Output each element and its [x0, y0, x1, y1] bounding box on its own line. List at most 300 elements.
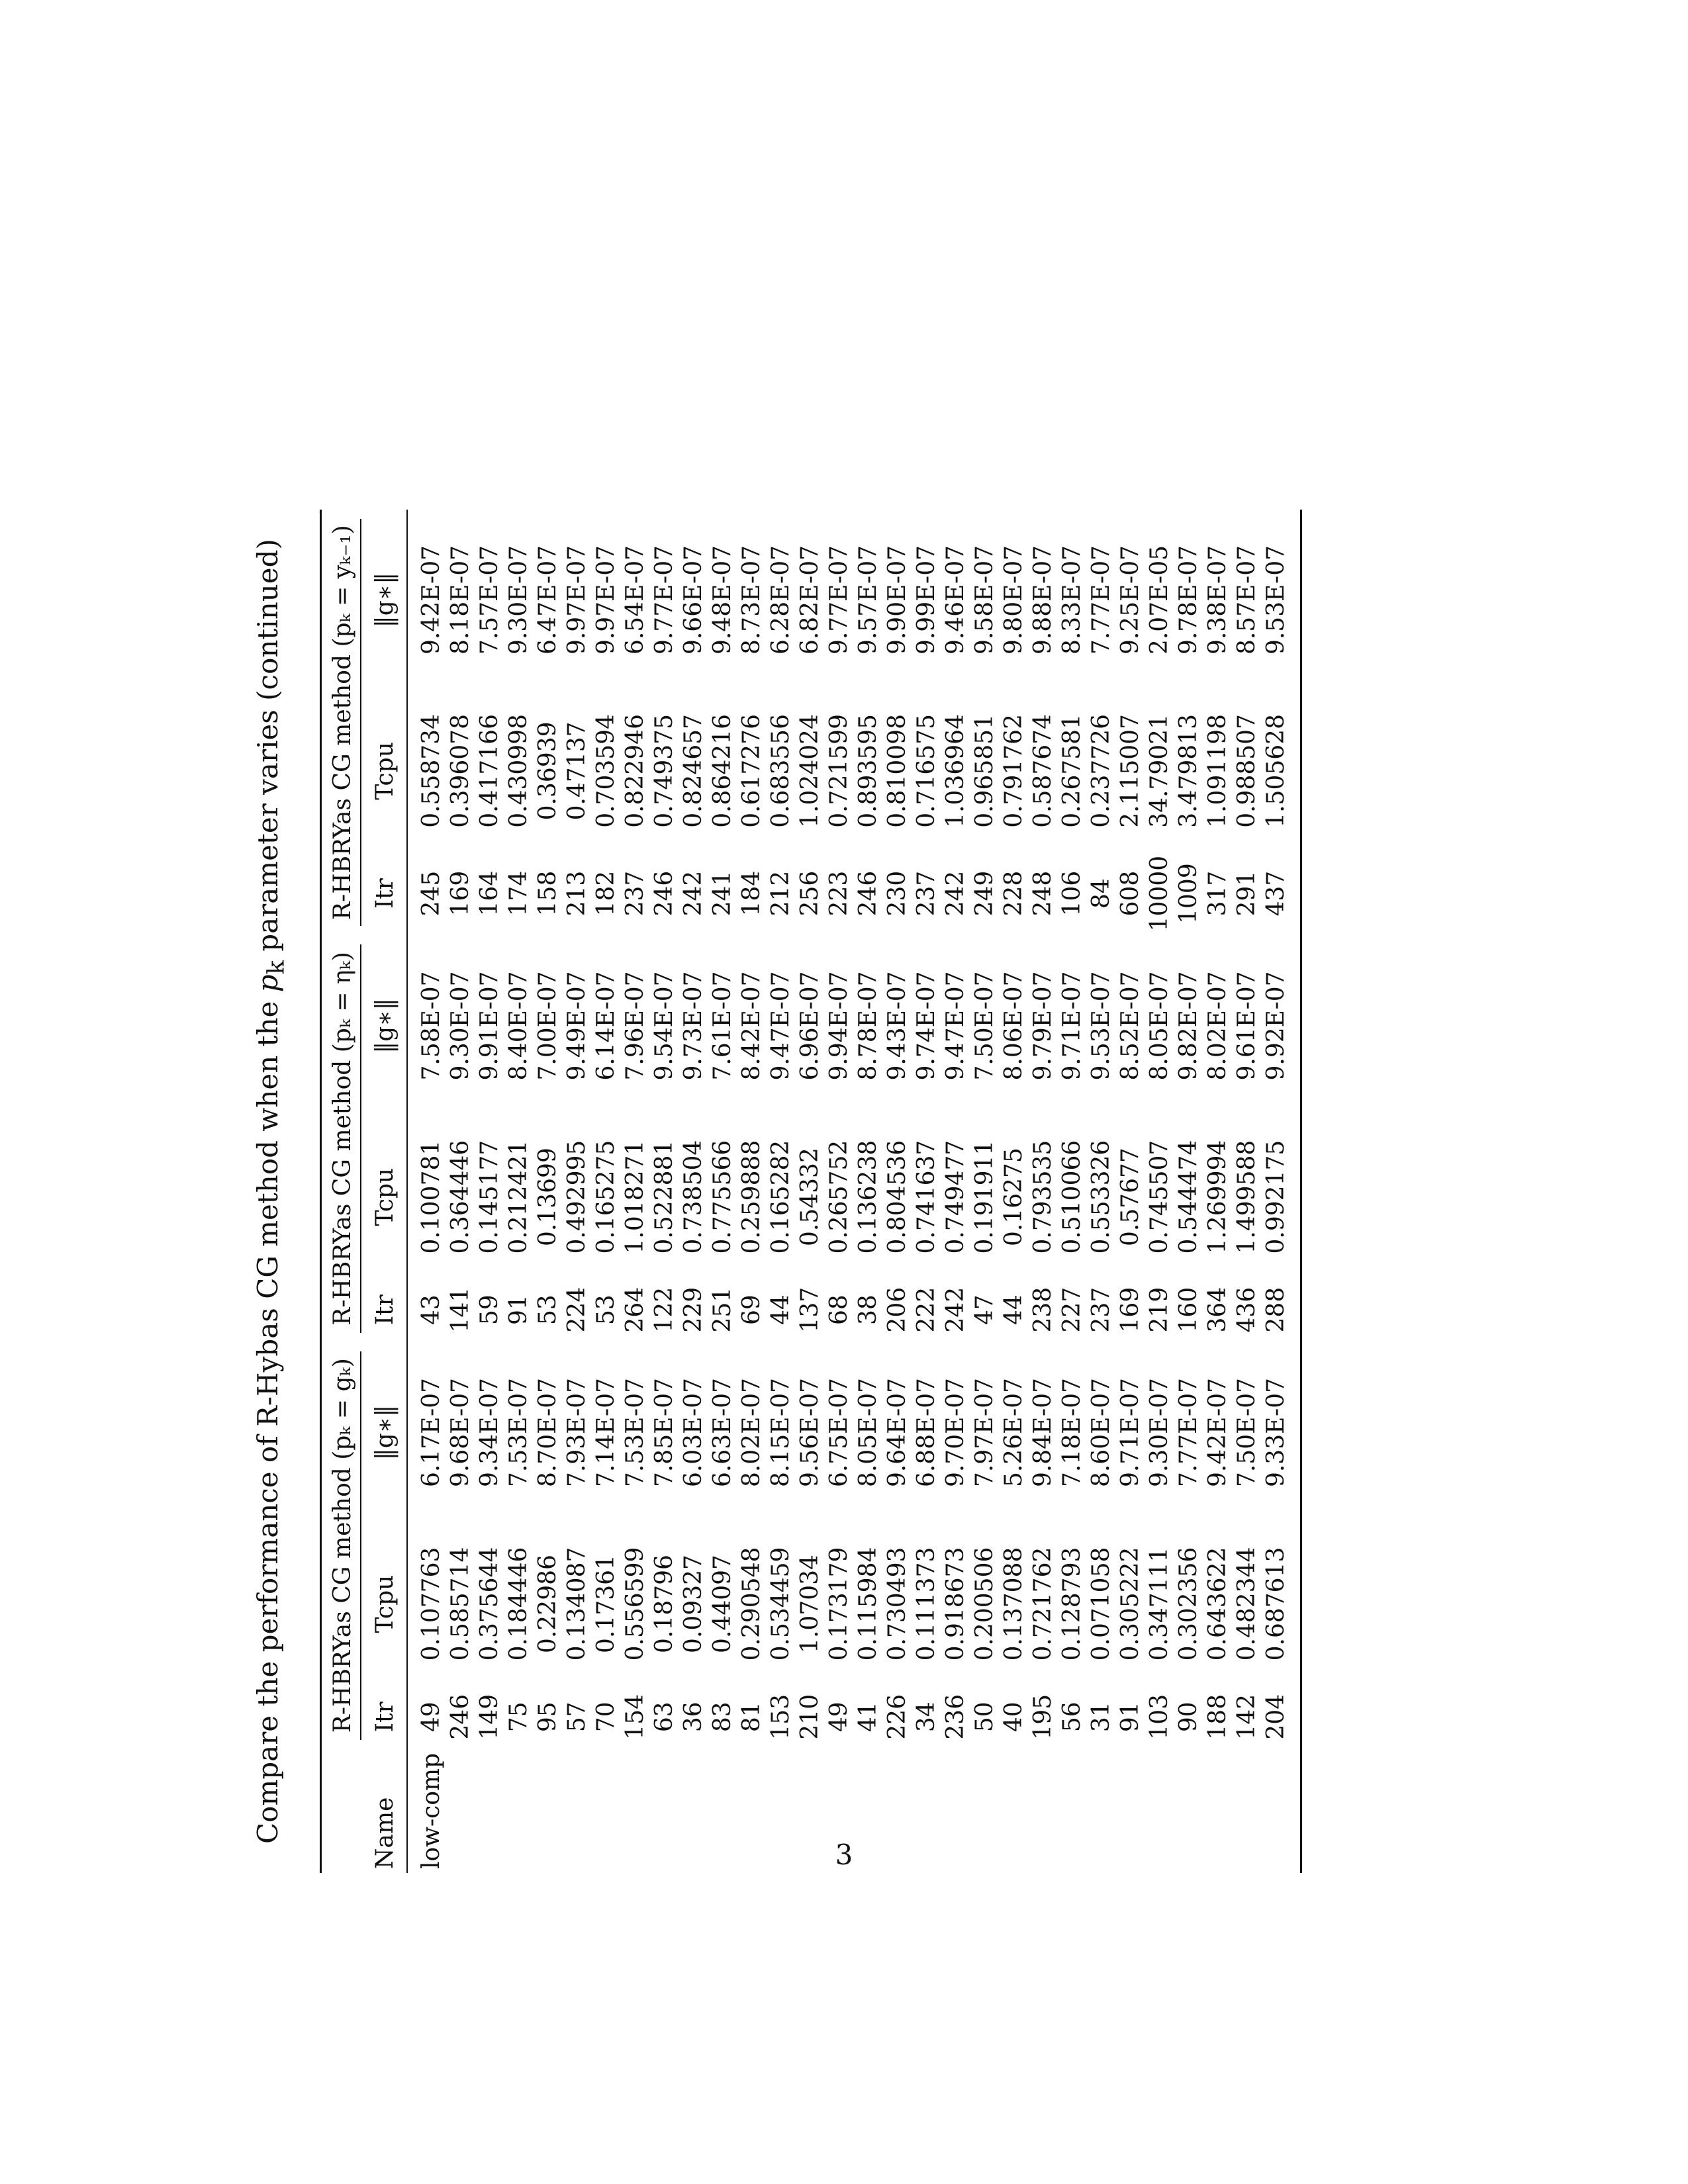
itr-cell: 103 — [1146, 1694, 1173, 1740]
gnorm-cell: 9.42E-07 — [418, 545, 445, 655]
gnorm-cell: 7.96E-07 — [622, 971, 649, 1081]
itr-cell: 184 — [738, 870, 765, 917]
tcpu-cell: 0.893595 — [855, 714, 882, 828]
itr-cell: 182 — [592, 870, 620, 917]
itr-cell: 264 — [622, 1287, 649, 1333]
gnorm-cell: 9.71E-07 — [1117, 1377, 1144, 1488]
itr-cell: 242 — [942, 1287, 969, 1333]
itr-cell: 63 — [651, 1702, 678, 1733]
gnorm-cell: 9.99E-07 — [913, 545, 940, 655]
results-table-wrapper — [320, 510, 1302, 1873]
tcpu-cell: 0.716575 — [913, 714, 940, 828]
table-row — [650, 510, 679, 1873]
itr-cell: 188 — [1204, 1694, 1231, 1740]
table-row — [1087, 510, 1116, 1873]
table-row — [1174, 510, 1203, 1873]
gnorm-cell: 9.74E-07 — [913, 971, 940, 1081]
gnorm-cell: 6.17E-07 — [418, 1377, 445, 1488]
tcpu-cell: 0.18796 — [651, 1555, 678, 1653]
tcpu-cell: 0.749375 — [651, 714, 678, 828]
table-row — [504, 510, 534, 1873]
gnorm-cell: 7.77E-07 — [1088, 545, 1115, 655]
tcpu-cell: 0.237726 — [1088, 714, 1115, 828]
itr-cell: 149 — [476, 1694, 503, 1740]
tcpu-cell: 0.128793 — [1058, 1547, 1086, 1661]
name-column-header: Name — [371, 1797, 399, 1869]
gnorm-cell: 9.77E-07 — [825, 545, 853, 655]
tcpu-cell: 0.13699 — [534, 1148, 561, 1247]
itr-cell: 228 — [1000, 870, 1027, 917]
gnorm-cell: 9.66E-07 — [680, 545, 707, 655]
itr-cell: 153 — [767, 1694, 794, 1740]
itr-cell: 70 — [592, 1702, 620, 1733]
table-row — [446, 510, 475, 1873]
tcpu-cell: 0.44097 — [709, 1555, 736, 1653]
itr-cell: 174 — [505, 870, 532, 917]
gnorm-cell: 6.28E-07 — [767, 545, 794, 655]
tcpu-cell: 0.191911 — [971, 1140, 998, 1254]
gnorm-cell: 8.33E-07 — [1058, 545, 1086, 655]
tcpu-cell: 0.364446 — [447, 1140, 474, 1254]
gnorm-cell: 9.47E-07 — [942, 971, 969, 1081]
itr-cell: 219 — [1146, 1287, 1173, 1333]
tcpu-cell: 0.107763 — [418, 1547, 445, 1661]
itr-cell: 50 — [971, 1702, 998, 1733]
tcpu-cell: 0.558734 — [418, 714, 445, 828]
tcpu-cell: 0.100781 — [418, 1140, 445, 1254]
tcpu-cell: 0.522881 — [651, 1140, 678, 1254]
gnorm-cell: 9.53E-07 — [1262, 545, 1289, 655]
table-row — [475, 510, 504, 1873]
tcpu-cell: 0.585714 — [447, 1547, 474, 1661]
itr-cell: 158 — [534, 870, 561, 917]
tcpu-cell: 0.136238 — [855, 1140, 882, 1254]
table-row — [1203, 510, 1233, 1873]
gnorm-cell: 6.82E-07 — [796, 545, 823, 655]
gnorm-cell: 9.71E-07 — [1058, 971, 1086, 1081]
gnorm-cell: 9.82E-07 — [1175, 971, 1202, 1081]
gnorm-cell: 9.38E-07 — [1204, 545, 1231, 655]
itr-cell: 246 — [651, 870, 678, 917]
tcpu-cell: 0.864216 — [709, 714, 736, 828]
itr-cell: 223 — [825, 870, 853, 917]
itr-cell: 246 — [447, 1694, 474, 1740]
itr-cell: 90 — [1175, 1702, 1202, 1733]
itr-cell: 53 — [592, 1295, 620, 1326]
itr-cell: 169 — [1117, 1287, 1144, 1333]
itr-cell: 36 — [680, 1702, 707, 1733]
tcpu-cell: 0.721762 — [1029, 1547, 1056, 1661]
itr-cell: 204 — [1262, 1694, 1289, 1740]
tcpu-cell: 0.111373 — [913, 1547, 940, 1661]
tcpu-cell: 1.018271 — [622, 1140, 649, 1254]
itr-cell: 81 — [738, 1702, 765, 1733]
tcpu-cell: 3.479813 — [1175, 714, 1202, 828]
group-header-gk: R-HBRYas CG method (pₖ = gₖ) — [321, 1342, 365, 1749]
gnorm-cell: 7.50E-07 — [971, 971, 998, 1081]
gnorm-cell: 9.97E-07 — [563, 545, 590, 655]
gnorm-cell: 6.47E-07 — [534, 545, 561, 655]
tcpu-cell: 0.741637 — [913, 1140, 940, 1254]
tcpu-cell: 0.683556 — [767, 714, 794, 828]
gnorm-cell: 9.88E-07 — [1029, 545, 1056, 655]
gnorm-cell: 6.75E-07 — [825, 1377, 853, 1488]
gnorm-cell: 7.18E-07 — [1058, 1377, 1086, 1488]
itr-cell: 44 — [767, 1295, 794, 1326]
itr-cell: 141 — [447, 1287, 474, 1333]
gnorm-cell: 8.57E-07 — [1233, 545, 1260, 655]
itr-cell: 95 — [534, 1702, 561, 1733]
itr-cell: 83 — [709, 1702, 736, 1733]
gnorm-cell: 8.42E-07 — [738, 971, 765, 1081]
itr-cell: 608 — [1117, 870, 1144, 917]
tcpu-cell: 0.184446 — [505, 1547, 532, 1661]
gnorm-cell: 9.77E-07 — [651, 545, 678, 655]
table-row — [1233, 510, 1262, 1873]
tcpu-cell: 0.57677 — [1117, 1148, 1144, 1247]
table-row — [912, 510, 941, 1873]
tcpu-cell: 0.137088 — [1000, 1547, 1027, 1661]
table-row — [534, 510, 563, 1873]
gnorm-cell: 8.18E-07 — [447, 545, 474, 655]
gnorm-cell: 9.91E-07 — [476, 971, 503, 1081]
gnorm-cell: 9.53E-07 — [1088, 971, 1115, 1081]
tcpu-cell: 0.775566 — [709, 1140, 736, 1254]
gnorm-cell: 9.30E-07 — [447, 971, 474, 1081]
itr-cell: 230 — [884, 870, 911, 917]
itr-cell: 210 — [796, 1694, 823, 1740]
itr-cell: 154 — [622, 1694, 649, 1740]
tcpu-cell: 0.22986 — [534, 1555, 561, 1653]
tcpu-cell: 0.703594 — [592, 714, 620, 828]
tcpu-cell: 0.791762 — [1000, 714, 1027, 828]
tcpu-cell: 0.721599 — [825, 714, 853, 828]
itr-cell: 242 — [680, 870, 707, 917]
tcpu-cell: 34.79021 — [1146, 714, 1173, 828]
gnorm-cell: 9.90E-07 — [884, 545, 911, 655]
gnorm-cell: 7.53E-07 — [622, 1377, 649, 1488]
gnorm-cell: 8.60E-07 — [1088, 1377, 1115, 1488]
gnorm-cell: 7.50E-07 — [1233, 1377, 1260, 1488]
gnorm-cell: 9.34E-07 — [476, 1377, 503, 1488]
gnorm-cell: 9.73E-07 — [680, 971, 707, 1081]
gnorm-cell: 9.25E-07 — [1117, 545, 1144, 655]
tcpu-column-header: Tcpu — [371, 742, 399, 800]
itr-cell: 122 — [651, 1287, 678, 1333]
itr-cell: 41 — [855, 1702, 882, 1733]
itr-cell: 49 — [418, 1702, 445, 1733]
tcpu-cell: 0.810098 — [884, 714, 911, 828]
itr-cell: 53 — [534, 1295, 561, 1326]
tcpu-cell: 1.036964 — [942, 714, 969, 828]
table-row — [708, 510, 737, 1873]
itr-cell: 75 — [505, 1702, 532, 1733]
itr-cell: 91 — [1117, 1702, 1144, 1733]
table-row — [796, 510, 825, 1873]
gnorm-cell: 6.88E-07 — [913, 1377, 940, 1488]
gnorm-cell: 7.53E-07 — [505, 1377, 532, 1488]
itr-cell: 34 — [913, 1702, 940, 1733]
gnorm-cell: 8.78E-07 — [855, 971, 882, 1081]
itr-cell: 251 — [709, 1287, 736, 1333]
gnorm-cell: 9.94E-07 — [825, 971, 853, 1081]
page-number: 3 — [835, 1839, 853, 1871]
itr-cell: 106 — [1058, 870, 1086, 917]
tcpu-cell: 0.643622 — [1204, 1547, 1231, 1661]
tcpu-cell: 0.553326 — [1088, 1140, 1115, 1254]
table-body — [407, 510, 1301, 1873]
tcpu-cell: 0.745507 — [1146, 1140, 1173, 1254]
tcpu-cell: 0.165282 — [767, 1140, 794, 1254]
gnorm-cell: 8.15E-07 — [767, 1377, 794, 1488]
gnorm-cell: 9.30E-07 — [1146, 1377, 1173, 1488]
caption-prefix: Compare the performance of R-Hybas CG method when the — [252, 1001, 284, 1844]
gnorm-column-header: ‖g∗‖ — [371, 998, 399, 1054]
gnorm-cell: 8.52E-07 — [1117, 971, 1144, 1081]
table-row — [1029, 510, 1058, 1873]
tcpu-cell: 0.259888 — [738, 1140, 765, 1254]
tcpu-cell: 0.793535 — [1029, 1140, 1056, 1254]
tcpu-cell: 0.804536 — [884, 1140, 911, 1254]
itr-cell: 206 — [884, 1287, 911, 1333]
gnorm-cell: 9.78E-07 — [1175, 545, 1202, 655]
column-header-row — [364, 510, 407, 1873]
tcpu-cell: 0.09327 — [680, 1555, 707, 1653]
table-row — [1058, 510, 1087, 1873]
tcpu-cell: 0.47137 — [563, 721, 590, 821]
table-row — [407, 510, 446, 1873]
table-row — [825, 510, 854, 1873]
gnorm-cell: 9.49E-07 — [563, 971, 590, 1081]
itr-cell: 47 — [971, 1295, 998, 1326]
name-cell: low-comp — [418, 1752, 445, 1869]
group-header-etak: R-HBRYas CG method (pₖ = ηₖ) — [321, 935, 365, 1342]
gnorm-cell: 8.05E-07 — [1146, 971, 1173, 1081]
tcpu-cell: 0.824657 — [680, 714, 707, 828]
itr-cell: 248 — [1029, 870, 1056, 917]
itr-cell: 56 — [1058, 1702, 1086, 1733]
gnorm-cell: 9.54E-07 — [651, 971, 678, 1081]
gnorm-cell: 5.26E-07 — [1000, 1377, 1027, 1488]
gnorm-cell: 9.64E-07 — [884, 1377, 911, 1488]
itr-cell: 237 — [1088, 1287, 1115, 1333]
itr-cell: 142 — [1233, 1694, 1260, 1740]
itr-cell: 238 — [1029, 1287, 1056, 1333]
itr-cell: 436 — [1233, 1287, 1260, 1333]
itr-cell: 317 — [1204, 870, 1231, 917]
gnorm-cell: 8.40E-07 — [505, 971, 532, 1081]
gnorm-cell: 6.03E-07 — [680, 1377, 707, 1488]
itr-column-header: Itr — [371, 878, 399, 909]
tcpu-cell: 0.305222 — [1117, 1547, 1144, 1661]
itr-cell: 91 — [505, 1295, 532, 1326]
itr-cell: 246 — [855, 870, 882, 917]
tcpu-cell: 0.54332 — [796, 1148, 823, 1247]
itr-cell: 164 — [476, 870, 503, 917]
itr-cell: 241 — [709, 870, 736, 917]
tcpu-cell: 0.965851 — [971, 714, 998, 828]
table-row — [592, 510, 621, 1873]
gnorm-cell: 9.58E-07 — [971, 545, 998, 655]
gnorm-column-header: ‖g∗‖ — [371, 1404, 399, 1461]
group-header-row — [321, 510, 365, 1873]
tcpu-cell: 0.115984 — [855, 1547, 882, 1661]
gnorm-cell: 9.92E-07 — [1262, 971, 1289, 1081]
gnorm-cell: 9.33E-07 — [1262, 1377, 1289, 1488]
tcpu-cell: 1.499588 — [1233, 1140, 1260, 1254]
tcpu-cell: 0.212421 — [505, 1140, 532, 1254]
itr-cell: 10000 — [1146, 855, 1173, 932]
tcpu-cell: 0.430998 — [505, 714, 532, 828]
tcpu-cell: 0.556599 — [622, 1547, 649, 1661]
gnorm-cell: 8.73E-07 — [738, 545, 765, 655]
tcpu-cell: 2.115007 — [1117, 714, 1144, 828]
itr-cell: 38 — [855, 1295, 882, 1326]
gnorm-cell: 9.57E-07 — [855, 545, 882, 655]
itr-cell: 160 — [1175, 1287, 1202, 1333]
tcpu-cell: 0.16275 — [1000, 1148, 1027, 1247]
tcpu-cell: 0.165275 — [592, 1140, 620, 1254]
rotated-table-page — [248, 496, 1374, 1886]
gnorm-cell: 7.93E-07 — [563, 1377, 590, 1488]
itr-cell: 195 — [1029, 1694, 1056, 1740]
table-row — [737, 510, 767, 1873]
itr-cell: 437 — [1262, 870, 1289, 917]
gnorm-cell: 9.30E-07 — [505, 545, 532, 655]
table-row — [1116, 510, 1145, 1873]
table-caption — [248, 496, 288, 1886]
tcpu-cell: 0.267581 — [1058, 714, 1086, 828]
table-row — [970, 510, 1000, 1873]
tcpu-cell: 0.417166 — [476, 714, 503, 828]
table-row — [563, 510, 592, 1873]
tcpu-cell: 0.36939 — [534, 721, 561, 821]
gnorm-cell: 8.06E-07 — [1000, 971, 1027, 1081]
itr-cell: 31 — [1088, 1702, 1115, 1733]
itr-cell: 137 — [796, 1287, 823, 1333]
results-table — [320, 510, 1302, 1873]
tcpu-cell: 0.17361 — [592, 1555, 620, 1653]
tcpu-cell: 0.347111 — [1146, 1547, 1173, 1661]
gnorm-cell: 9.79E-07 — [1029, 971, 1056, 1081]
itr-cell: 59 — [476, 1295, 503, 1326]
itr-cell: 169 — [447, 870, 474, 917]
tcpu-cell: 0.617276 — [738, 714, 765, 828]
tcpu-cell: 0.544474 — [1175, 1140, 1202, 1254]
gnorm-cell: 7.57E-07 — [476, 545, 503, 655]
tcpu-cell: 1.091198 — [1204, 714, 1231, 828]
gnorm-cell: 7.00E-07 — [534, 971, 561, 1081]
tcpu-column-header: Tcpu — [371, 1167, 399, 1226]
gnorm-cell: 9.43E-07 — [884, 971, 911, 1081]
gnorm-cell: 7.85E-07 — [651, 1377, 678, 1488]
itr-cell: 1009 — [1175, 863, 1202, 924]
itr-cell: 237 — [622, 870, 649, 917]
tcpu-cell: 0.730493 — [884, 1547, 911, 1661]
itr-cell: 40 — [1000, 1702, 1027, 1733]
itr-cell: 229 — [680, 1287, 707, 1333]
table-row — [883, 510, 912, 1873]
gnorm-cell: 7.61E-07 — [709, 971, 736, 1081]
itr-cell: 44 — [1000, 1295, 1027, 1326]
tcpu-cell: 0.302356 — [1175, 1547, 1202, 1661]
table-row — [621, 510, 650, 1873]
tcpu-column-header: Tcpu — [371, 1574, 399, 1633]
gnorm-cell: 6.96E-07 — [796, 971, 823, 1081]
tcpu-cell: 0.145177 — [476, 1140, 503, 1254]
itr-cell: 224 — [563, 1287, 590, 1333]
table-row — [679, 510, 708, 1873]
caption-suffix: parameter varies (continued) — [252, 539, 284, 952]
itr-cell: 237 — [913, 870, 940, 917]
itr-cell: 212 — [767, 870, 794, 917]
tcpu-cell: 0.822946 — [622, 714, 649, 828]
tcpu-cell: 0.738504 — [680, 1140, 707, 1254]
itr-cell: 364 — [1204, 1287, 1231, 1333]
itr-cell: 49 — [825, 1702, 853, 1733]
itr-cell: 256 — [796, 870, 823, 917]
gnorm-cell: 8.02E-07 — [738, 1377, 765, 1488]
table-row — [767, 510, 796, 1873]
tcpu-cell: 0.482344 — [1233, 1547, 1260, 1661]
itr-cell: 291 — [1233, 870, 1260, 917]
table-row — [854, 510, 883, 1873]
tcpu-cell: 0.687613 — [1262, 1547, 1289, 1661]
gnorm-cell: 9.84E-07 — [1029, 1377, 1056, 1488]
tcpu-cell: 0.587674 — [1029, 714, 1056, 828]
gnorm-cell: 8.02E-07 — [1204, 971, 1231, 1081]
tcpu-cell: 0.510066 — [1058, 1140, 1086, 1254]
tcpu-cell: 0.992175 — [1262, 1140, 1289, 1254]
table-row — [941, 510, 970, 1873]
itr-cell: 68 — [825, 1295, 853, 1326]
itr-column-header: Itr — [371, 1702, 399, 1733]
itr-cell: 227 — [1058, 1287, 1086, 1333]
gnorm-cell: 9.70E-07 — [942, 1377, 969, 1488]
gnorm-cell: 7.77E-07 — [1175, 1377, 1202, 1488]
gnorm-cell: 6.63E-07 — [709, 1377, 736, 1488]
gnorm-cell: 9.47E-07 — [767, 971, 794, 1081]
tcpu-cell: 1.07034 — [796, 1555, 823, 1653]
itr-cell: 222 — [913, 1287, 940, 1333]
tcpu-cell: 0.375644 — [476, 1547, 503, 1661]
itr-cell: 236 — [942, 1694, 969, 1740]
gnorm-cell: 6.54E-07 — [622, 545, 649, 655]
table-row — [1262, 510, 1301, 1873]
tcpu-cell: 0.173179 — [825, 1547, 853, 1661]
itr-column-header: Itr — [371, 1295, 399, 1326]
itr-cell: 245 — [418, 870, 445, 917]
gnorm-cell: 7.14E-07 — [592, 1377, 620, 1488]
table-row — [1000, 510, 1029, 1873]
gnorm-cell: 8.70E-07 — [534, 1377, 561, 1488]
gnorm-cell: 6.14E-07 — [592, 971, 620, 1081]
tcpu-cell: 0.290548 — [738, 1547, 765, 1661]
gnorm-cell: 9.80E-07 — [1000, 545, 1027, 655]
itr-cell: 242 — [942, 870, 969, 917]
tcpu-cell: 0.988507 — [1233, 714, 1260, 828]
itr-cell: 249 — [971, 870, 998, 917]
gnorm-cell: 9.61E-07 — [1233, 971, 1260, 1081]
group-header-yk: R-HBRYas CG method (pₖ = yₖ₋₁) — [321, 510, 365, 935]
itr-cell: 288 — [1262, 1287, 1289, 1333]
tcpu-cell: 1.269994 — [1204, 1140, 1231, 1254]
tcpu-cell: 1.024024 — [796, 714, 823, 828]
itr-cell: 84 — [1088, 878, 1115, 909]
itr-cell: 43 — [418, 1295, 445, 1326]
itr-cell: 57 — [563, 1702, 590, 1733]
gnorm-cell: 9.97E-07 — [592, 545, 620, 655]
